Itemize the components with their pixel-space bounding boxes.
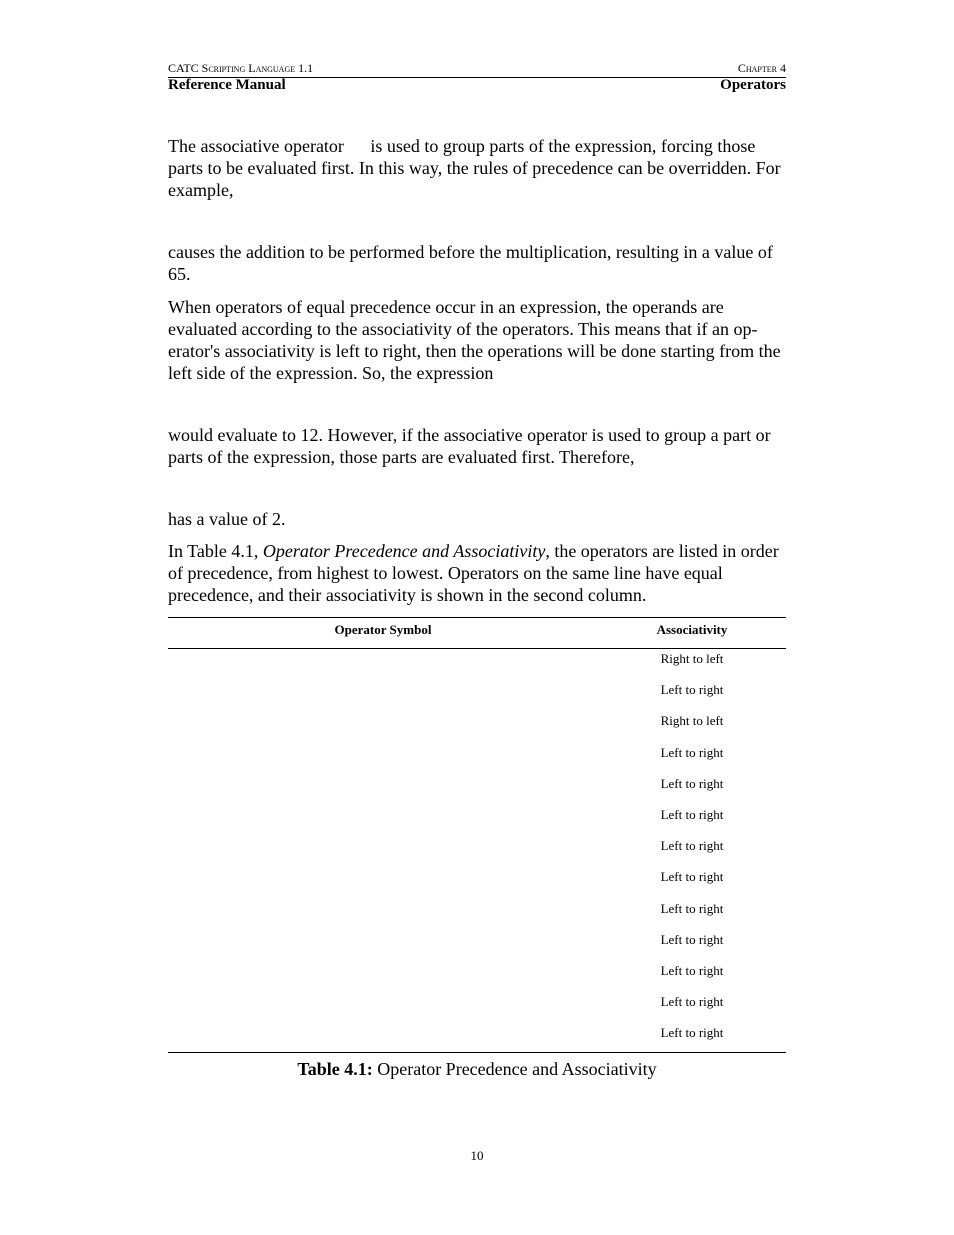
table-row (168, 1023, 786, 1054)
associativity-cell: Right to left (660, 651, 724, 666)
associativity-cell: Left to right (660, 962, 724, 978)
page-number: 10 (470, 1148, 484, 1163)
table-row (168, 867, 786, 898)
associativity-cell: Left to right (660, 869, 724, 885)
paragraph-equal-precedence: When operators of equal precedence occur in an expression, the operands are evaluated according to the associativity of the operators. This means that if an op-erator's associativity is left to right, then the operations will be done starting from the left side of the expression. So, the expression (168, 297, 781, 383)
associativity-cell: Left to right (660, 806, 724, 822)
table-row (168, 711, 786, 742)
table-bottom-rule (168, 1052, 786, 1053)
table-caption-text: Operator Precedence and Associativity (377, 1059, 657, 1079)
paragraph-value-two: has a value of 2. (168, 509, 286, 529)
table-caption-label: Table 4.1: (297, 1059, 373, 1079)
associativity-cell: Left to right (660, 775, 724, 791)
paragraph-evaluate-twelve: would evaluate to 12. However, if the associative operator is used to group a part or parts of the expression, those parts are evaluated first. Therefore, (168, 425, 771, 467)
table-caption (168, 1058, 786, 1080)
paragraph-text: , the operators are listed in order of precedence, from highest to lowest. Operators on the same line have equal precedence, and their associativity is shown in the second column. (168, 541, 779, 605)
associativity-cell: Left to right (660, 682, 724, 698)
associativity-cell: Left to right (660, 931, 724, 947)
table-row (168, 805, 786, 836)
table-row (168, 680, 786, 711)
table-row (168, 961, 786, 992)
table-header-operator: Operator Symbol (334, 622, 432, 637)
header-manual-type: Reference Manual (168, 77, 286, 93)
header-chapter: Chapter 4 (737, 61, 786, 75)
header-manual-name: CATC Scripting Language 1.1 (168, 61, 314, 75)
header-chapter-title: Operators (720, 77, 786, 93)
paragraph-text: In Table 4.1, (168, 541, 259, 561)
table-row (168, 992, 786, 1023)
table-body (168, 649, 786, 1054)
associativity-cell: Left to right (660, 994, 724, 1010)
associativity-cell: Left to right (660, 1025, 724, 1041)
document-page (168, 0, 786, 1235)
paragraph-text: is used to group parts of the expression, forcing those parts to be evaluated first. In this way, the rules of precedence can be overridden. For example, (168, 136, 781, 200)
page-header (168, 61, 786, 95)
associativity-cell: Left to right (660, 744, 724, 760)
table-row (168, 899, 786, 930)
associativity-cell: Left to right (660, 838, 724, 854)
table-header-associativity: Associativity (656, 622, 728, 637)
table-top-rule (168, 617, 786, 618)
table-row (168, 743, 786, 774)
table-title-reference: Operator Precedence and Associativity (262, 541, 546, 561)
table-row (168, 930, 786, 961)
table-row (168, 774, 786, 805)
table-row (168, 649, 786, 680)
table-row (168, 836, 786, 867)
associativity-cell: Right to left (660, 713, 724, 729)
paragraph-addition-result: causes the addition to be performed before the multiplication, resulting in a value of 65. (168, 242, 773, 284)
associativity-cell: Left to right (660, 900, 724, 916)
paragraph-table-intro (168, 540, 786, 606)
paragraph-associative-operator (168, 135, 786, 201)
paragraph-text: The associative operator (168, 136, 344, 156)
